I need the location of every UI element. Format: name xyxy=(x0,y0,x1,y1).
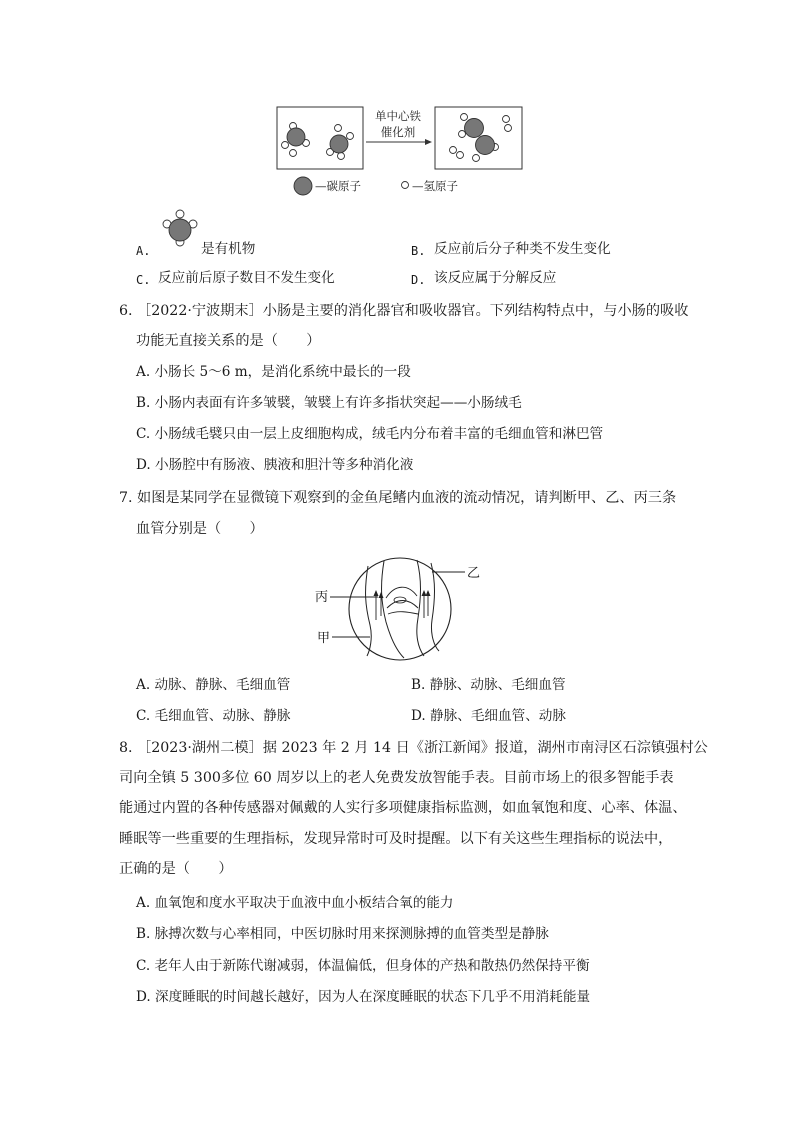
q5-option-d-label: D. xyxy=(411,273,426,287)
hydrogen-molecule-2 xyxy=(450,147,464,159)
q7-stem-line2: 血管分别是（ ） xyxy=(136,521,264,537)
catalyst-label-line1: 单中心铁 xyxy=(375,109,421,123)
q5-option-a-label: A. xyxy=(136,244,151,258)
q7-option-b: B. 静脉、动脉、毛细血管 xyxy=(411,677,566,693)
q8-stem-line3: 能通过内置的各种传感器对佩戴的人实行多项健康指标监测，如血氧饱和度、心率、体温、 xyxy=(119,800,687,816)
label-jia: 甲 xyxy=(317,631,331,646)
q5-option-c-label: C. xyxy=(136,273,151,287)
q8-option-a: A. 血氧饱和度水平取决于血液中血小板结合氧的能力 xyxy=(136,895,454,911)
legend-hydrogen-label: —氢原子 xyxy=(412,179,458,193)
q8-stem-line4: 睡眠等一些重要的生理指标，发现异常时可及时提醒。以下有关这些生理指标的说法中， xyxy=(119,831,673,847)
q6-option-b: B. 小肠内表面有许多皱襞，皱襞上有许多指状突起——小肠绒毛 xyxy=(136,395,522,411)
microscope-field-circle xyxy=(349,558,451,660)
q7-option-a: A. 动脉、静脉、毛细血管 xyxy=(136,677,291,693)
q5-option-a-text: 是有机物 xyxy=(201,241,256,257)
q6-stem-line2: 功能无直接关系的是（ ） xyxy=(136,333,321,349)
methane-molecule-2 xyxy=(327,125,354,160)
q8-stem-line5: 正确的是（ ） xyxy=(119,861,233,877)
hydrogen-legend-icon xyxy=(402,182,409,189)
arrow-head xyxy=(425,139,432,145)
reaction-diagram xyxy=(270,100,530,200)
q5-option-b-label: B. xyxy=(411,244,426,258)
q5-option-b-text: 反应前后分子种类不发生变化 xyxy=(434,241,611,257)
q6-option-c: C. 小肠绒毛襞只由一层上皮细胞构成，绒毛内分布着丰富的毛细血管和淋巴管 xyxy=(136,426,604,442)
q8-stem-line2: 司向全镇 5 300多位 60 周岁以上的老人免费发放智能手表。目前市场上的很多智能手表 xyxy=(119,770,674,786)
methane-molecule-icon xyxy=(160,208,202,248)
q8-option-c: C. 老年人由于新陈代谢减弱，体温偏低，但身体的产热和散热仍然保持平衡 xyxy=(136,958,590,974)
legend-carbon-label: —碳原子 xyxy=(315,179,361,193)
q7-option-c: C. 毛细血管、动脉、静脉 xyxy=(136,708,291,724)
q6-option-a: A. 小肠长 5～6 m，是消化系统中最长的一段 xyxy=(136,364,411,380)
carbon-legend-icon xyxy=(294,177,312,195)
q8-stem-line1: 8. ［2023·湖州二模］据 2023 年 2 月 14 日《浙江新闻》报道，湖州市南浔区石淙镇强村公 xyxy=(119,740,708,756)
catalyst-label-line2: 催化剂 xyxy=(380,125,416,139)
label-bing: 丙 xyxy=(315,590,329,605)
q8-option-d: D. 深度睡眠的时间越长越好，因为人在深度睡眠的状态下几乎不用消耗能量 xyxy=(136,989,591,1005)
label-yi: 乙 xyxy=(467,566,481,581)
figure-legend xyxy=(294,177,458,195)
q5-option-c-text: 反应前后原子数目不发生变化 xyxy=(158,270,335,286)
q6-stem-line1: 6. ［2022·宁波期末］小肠是主要的消化器官和吸收器官。下列结构特点中，与小肠的吸收 xyxy=(119,303,689,319)
q7-option-d: D. 静脉、毛细血管、动脉 xyxy=(411,708,566,724)
fish-tail-blood-vessel-figure xyxy=(300,550,510,670)
hydrogen-molecule-1 xyxy=(503,116,512,132)
q5-option-d-text: 该反应属于分解反应 xyxy=(434,270,557,286)
q6-option-d: D. 小肠腔中有肠液、胰液和胆汁等多种消化液 xyxy=(136,457,414,473)
ethylene-molecule xyxy=(459,114,499,162)
q7-stem-line1: 7. 如图是某同学在显微镜下观察到的金鱼尾鳍内血液的流动情况，请判断甲、乙、丙三条 xyxy=(119,490,677,506)
q8-option-b: B. 脉搏次数与心率相同，中医切脉时用来探测脉搏的血管类型是静脉 xyxy=(136,926,549,942)
methane-molecule-1 xyxy=(282,123,310,157)
